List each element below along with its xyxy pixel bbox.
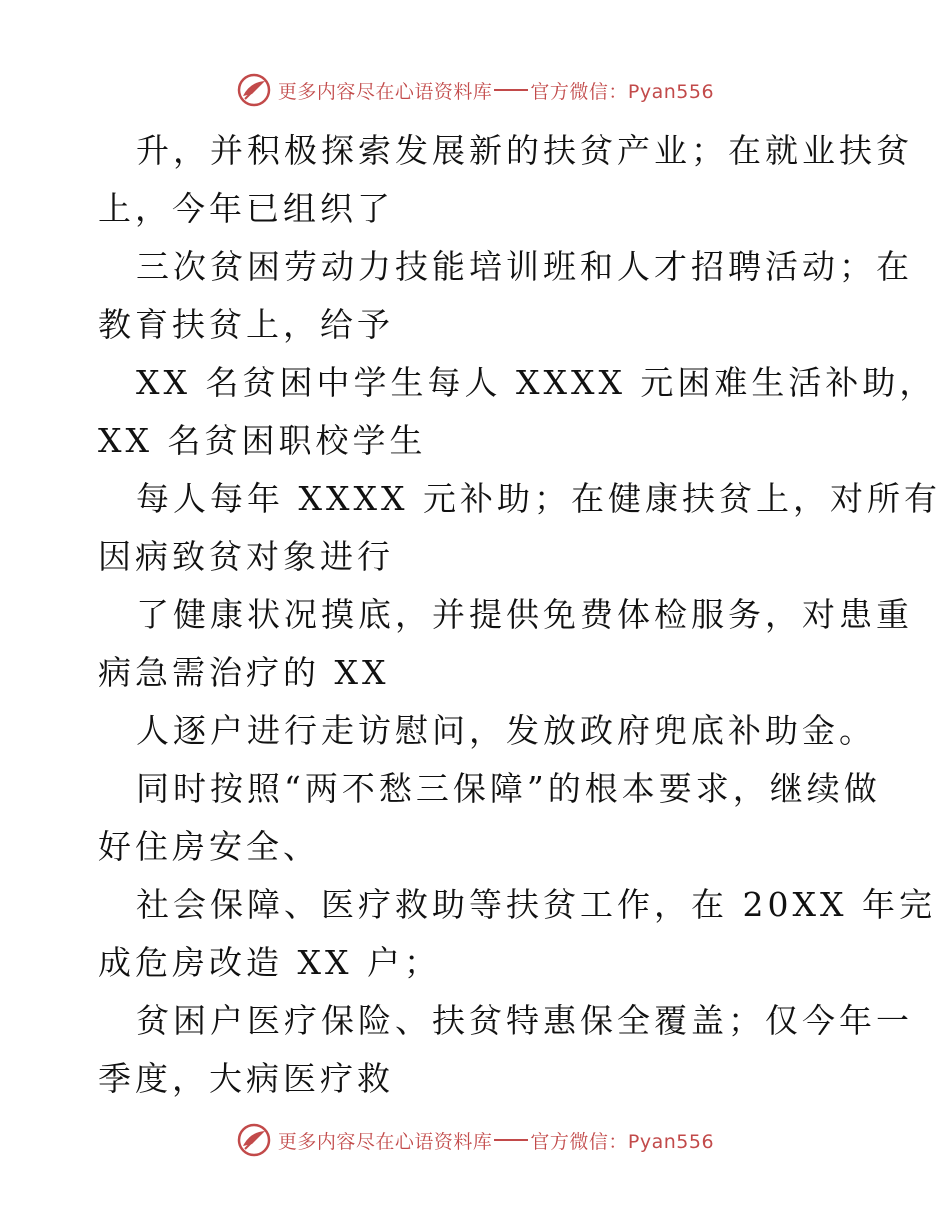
header-watermark-suffix: 官方微信：Pyan556 bbox=[530, 80, 715, 103]
footer-watermark-dash bbox=[494, 1139, 528, 1141]
body-line: 社会保障、医疗救助等扶贫工作，在 20XX 年完 bbox=[136, 885, 936, 924]
body-line: 病急需治疗的 XX bbox=[98, 653, 390, 692]
footer-watermark-prefix: 更多内容尽在心语资料库 bbox=[277, 1130, 493, 1153]
footer-watermark bbox=[0, 1120, 950, 1160]
body-line: 因病致贫对象进行 bbox=[98, 537, 394, 576]
header-watermark-dash bbox=[494, 89, 528, 91]
footer-watermark-suffix: 官方微信：Pyan556 bbox=[530, 1130, 715, 1153]
pen-logo-icon bbox=[236, 72, 272, 108]
body-line: 季度，大病医疗救 bbox=[98, 1059, 394, 1098]
header-watermark bbox=[0, 70, 950, 110]
body-line: 每人每年 XXXX 元补助；在健康扶贫上，对所有 bbox=[136, 479, 941, 518]
body-line: 成危房改造 XX 户； bbox=[98, 943, 441, 982]
body-line: 同时按照“两不愁三保障”的根本要求，继续做 bbox=[136, 769, 881, 808]
body-line: 上，今年已组织了 bbox=[98, 189, 394, 228]
body-line: 好住房安全、 bbox=[98, 827, 320, 866]
body-line: 教育扶贫上，给予 bbox=[98, 305, 394, 344]
body-line: 人逐户进行走访慰问，发放政府兜底补助金。 bbox=[136, 711, 876, 750]
body-line: 三次贫困劳动力技能培训班和人才招聘活动；在 bbox=[136, 247, 913, 286]
pen-logo-icon bbox=[236, 1122, 272, 1158]
body-line: 贫困户医疗保险、扶贫特惠保全覆盖；仅今年一 bbox=[136, 1001, 913, 1040]
document-body bbox=[98, 122, 941, 1108]
body-line: 升，并积极探索发展新的扶贫产业；在就业扶贫 bbox=[136, 131, 913, 170]
body-line: XX 名贫困职校学生 bbox=[98, 421, 427, 460]
body-line: 了健康状况摸底，并提供免费体检服务，对患重 bbox=[136, 595, 913, 634]
body-line: XX 名贫困中学生每人 XXXX 元困难生活补助， bbox=[136, 363, 937, 402]
header-watermark-prefix: 更多内容尽在心语资料库 bbox=[277, 80, 493, 103]
